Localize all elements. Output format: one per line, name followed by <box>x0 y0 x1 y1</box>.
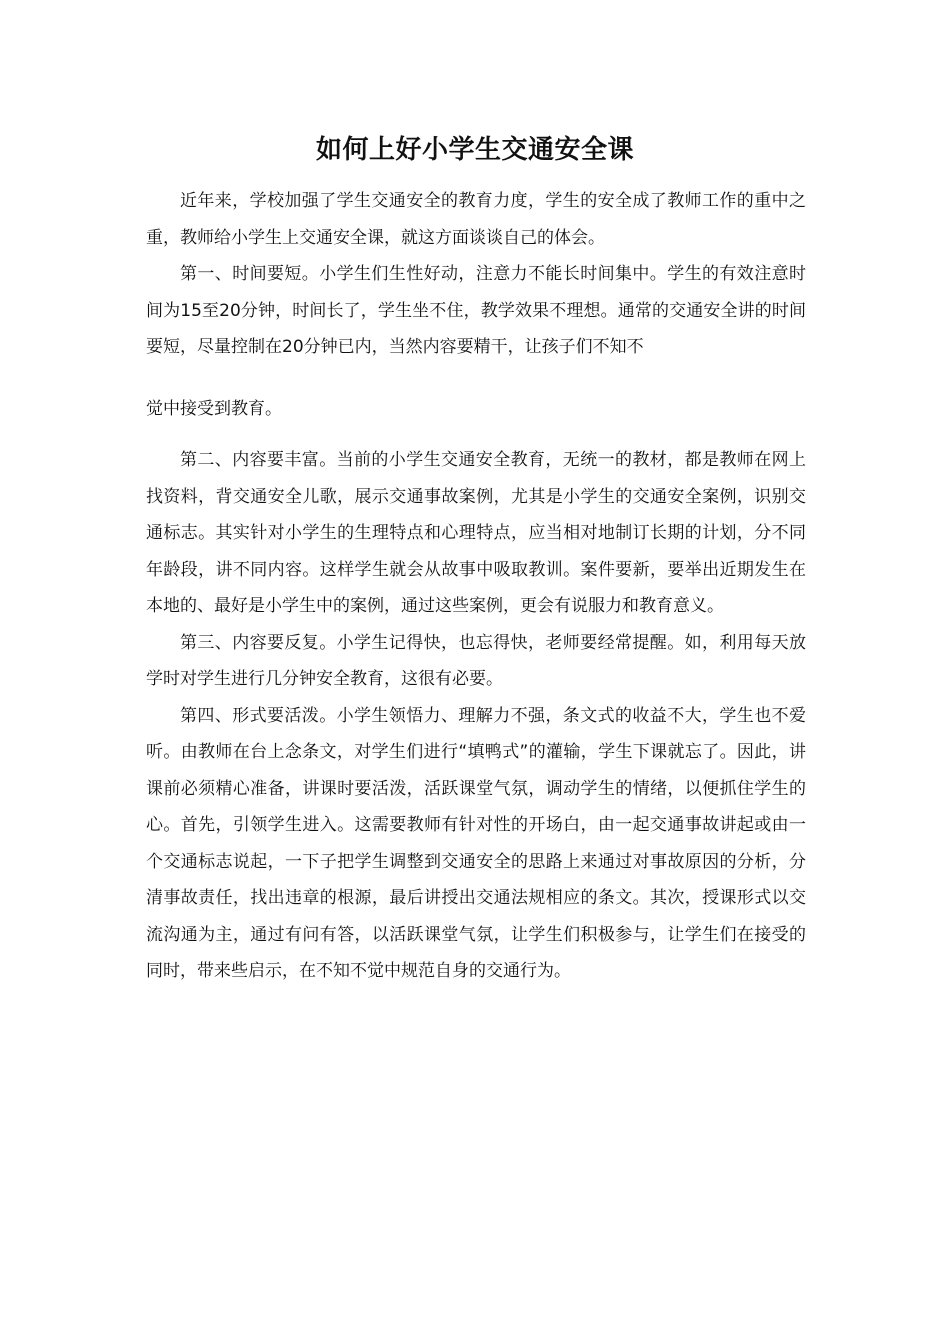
body-block-2 <box>146 391 806 428</box>
paragraph-point-1: 第一、时间要短。小学生们生性好动，注意力不能长时间集中。学生的有效注意时间为15至20分钟，时间长了，学生坐不住，教学效果不理想。通常的交通安全讲的时间要短，尽量控制在20分钟已内，当然内容要精干，让孩子们不知不 <box>146 264 806 357</box>
document-title: 如何上好小学生交通安全课 <box>315 135 634 165</box>
paragraph-point-4: 第四、形式要活泼。小学生领悟力、理解力不强，条文式的收益不大，学生也不爱听。由教师在台上念条文，对学生们进行“填鸭式”的灌输，学生下课就忘了。因此，讲课前必须精心准备，讲课时要活泼，活跃课堂气氛，调动学生的情绪，以便抓住学生的心。首先，引领学生进入。这需要教师有针对性的开场白，由一起交通事故讲起或由一个交通标志说起，一下子把学生调整到交通安全的思路上来通过对事故原因的分析，分清事故责任，找出违章的根源，最后讲授出交通法规相应的条文。其次，授课形式以交流沟通为主，通过有问有答，以活跃课堂气氛，让学生们积极参与，让学生们在接受的同时，带来些启示，在不知不觉中规范自身的交通行为。 <box>146 705 806 981</box>
paragraph-intro: 近年来，学校加强了学生交通安全的教育力度，学生的安全成了教师工作的重中之重，教师给小学生上交通安全课，就这方面谈谈自己的体会。 <box>146 191 806 248</box>
paragraph-point-3: 第三、内容要反复。小学生记得快，也忘得快，老师要经常提醒。如，利用每天放学时对学生进行几分钟安全教育，这很有必要。 <box>146 632 806 689</box>
paragraph-point-1-continued: 觉中接受到教育。 <box>146 399 282 419</box>
body-block-1 <box>146 183 806 366</box>
body-block-3 <box>146 442 806 990</box>
paragraph-point-2: 第二、内容要丰富。当前的小学生交通安全教育，无统一的教材，都是教师在网上找资料，背交通安全儿歌，展示交通事故案例，尤其是小学生的交通安全案例，识别交通标志。其实针对小学生的生理特点和心理特点，应当相对地制订长期的计划，分不同年龄段，讲不同内容。这样学生就会从故事中吸取教训。案件要新，要举出近期发生在本地的、最好是小学生中的案例，通过这些案例，更会有说服力和教育意义。 <box>146 450 806 616</box>
